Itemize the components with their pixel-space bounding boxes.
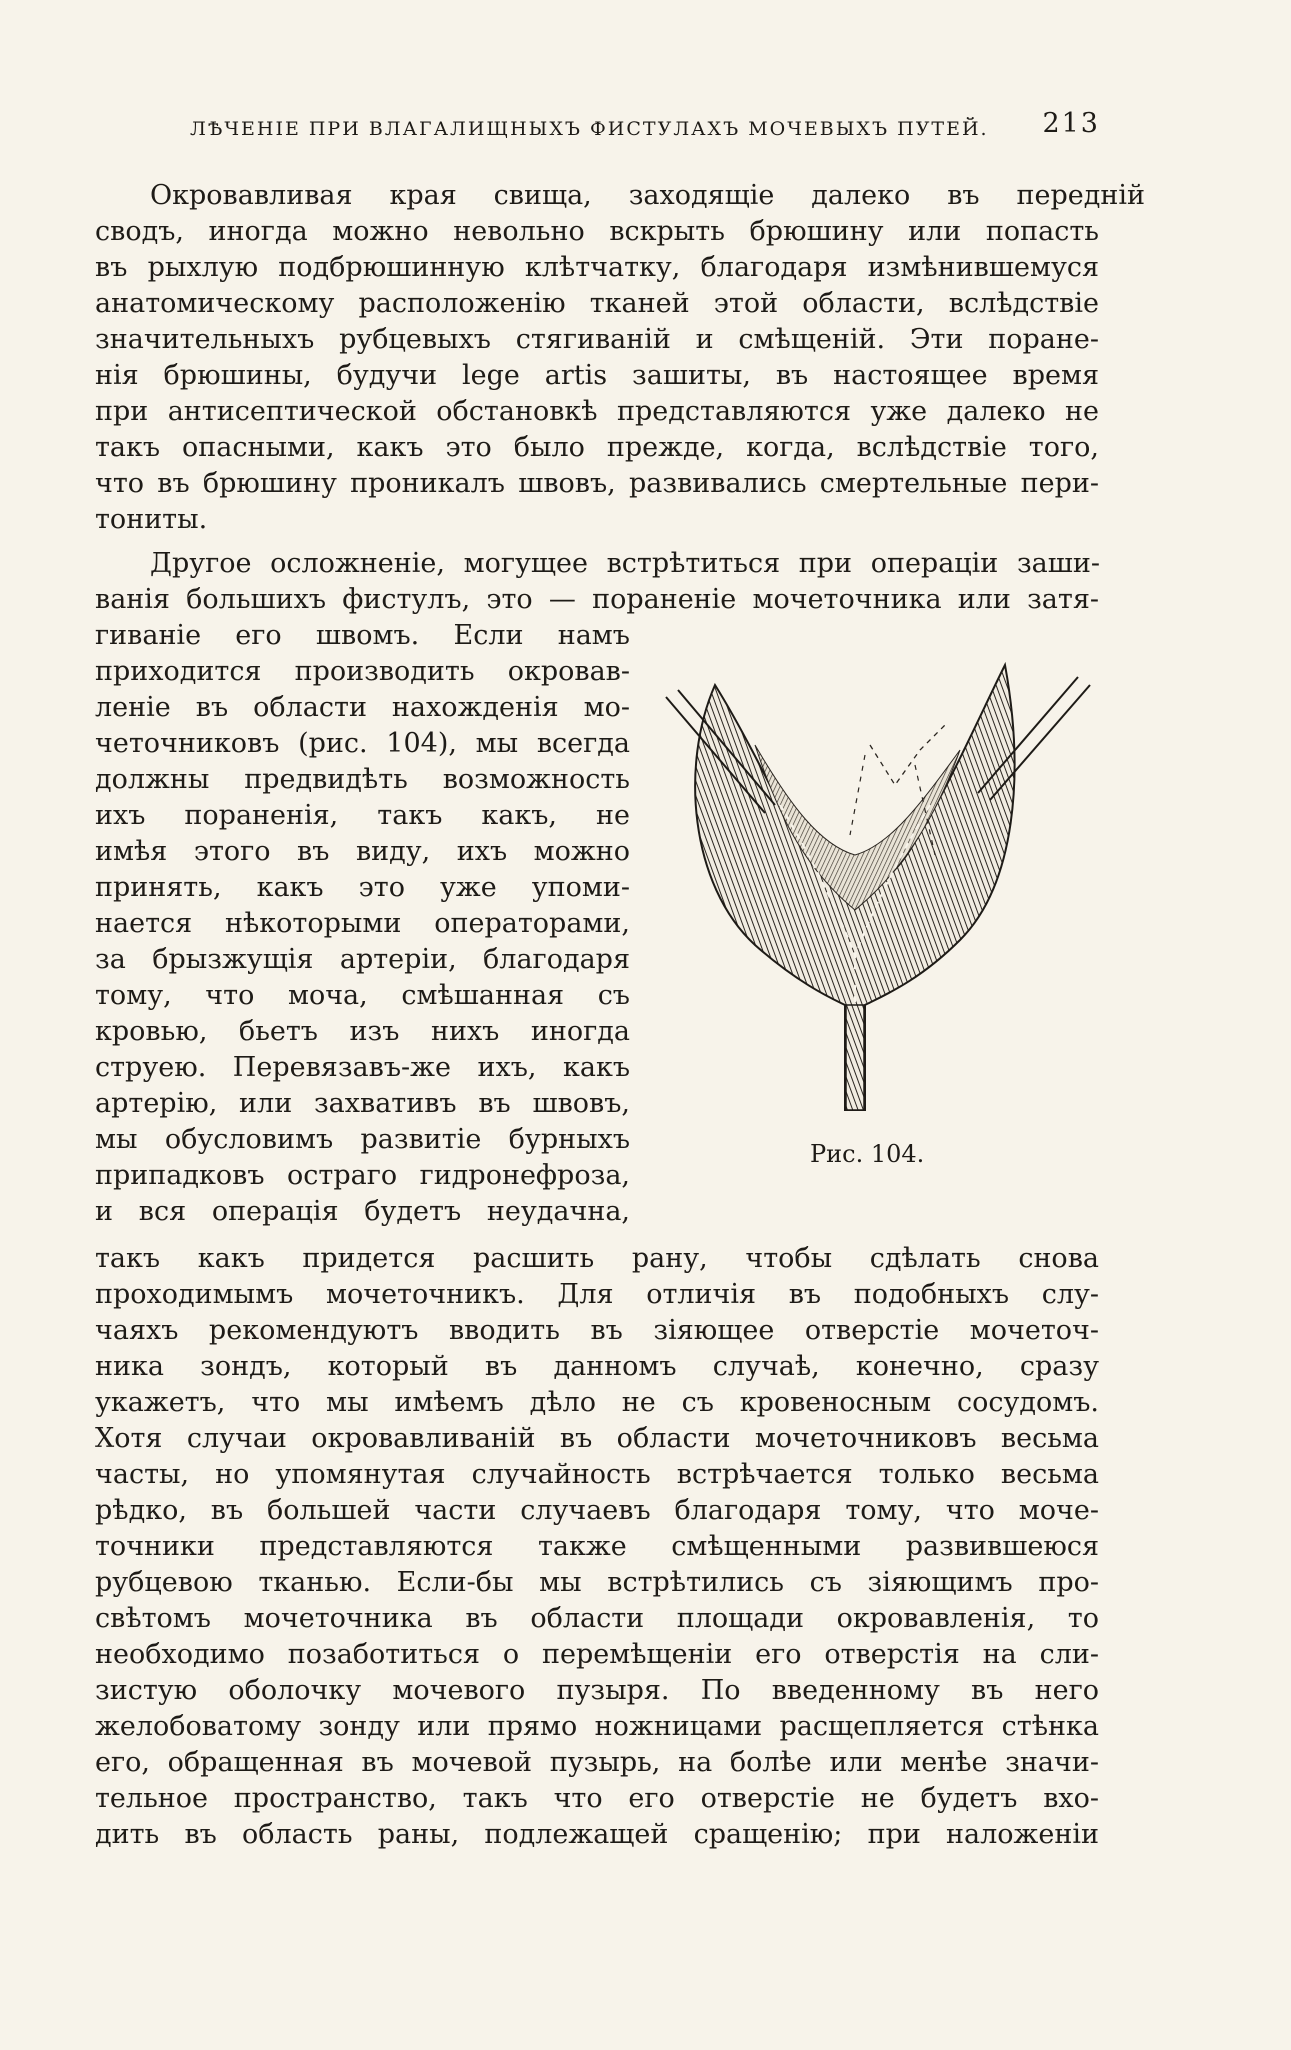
text-line: мы обусловимъ развитіе бурныхъ [95,1124,630,1155]
text-line: принять, какъ это уже упоми- [95,872,630,903]
text-line: значительныхъ рубцевыхъ стягиваній и смѣщеній. Эти поране- [95,324,1099,355]
text-line: его, обращенная въ мочевой пузырь, на болѣе или менѣе значи- [95,1747,1099,1778]
text-line: въ рыхлую подбрюшинную клѣтчатку, благодаря измѣнившемуся [95,252,1099,283]
text-line: тому, что моча, смѣшанная съ [95,980,630,1011]
running-header [180,108,1100,148]
figure-104 [660,655,1100,1135]
text-line: сводъ, иногда можно невольно вскрыть брюшину или попасть [95,216,1099,247]
text-line: гиваніе его швомъ. Если намъ [95,620,630,651]
text-line: рѣдко, въ большей части случаевъ благодаря тому, что моче- [95,1495,1099,1526]
text-line: ванія большихъ фистулъ, это — пораненіе мочеточника или затя- [95,584,1099,615]
text-line: струею. Перевязавъ-же ихъ, какъ [95,1052,630,1083]
text-line: зистую оболочку мочевого пузыря. По введенному въ него [95,1675,1099,1706]
text-line: при антисептической обстановкѣ представляются уже далеко не [95,396,1099,427]
text-line: нается нѣкоторыми операторами, [95,908,630,939]
text-line: тониты. [95,504,208,535]
text-line: проходимымъ мочеточникъ. Для отличія въ подобныхъ слу- [95,1279,1099,1310]
bladder-ureters-illustration-icon [660,655,1100,1135]
text-line: анатомическому расположенію тканей этой области, вслѣдствіе [95,288,1099,319]
text-line: точники представляются также смѣщенными развившеюся [95,1531,1099,1562]
text-line: должны предвидѣть возможность [95,764,630,795]
text-line: леніе въ области нахожденія мо- [95,692,630,723]
text-line: такъ опасными, какъ это было прежде, когда, вслѣдствіе того, [95,432,1099,463]
text-line: имѣя этого въ виду, ихъ можно [95,836,630,867]
figure-caption: Рис. 104. [810,1140,925,1168]
text-line: чаяхъ рекомендуютъ вводить въ зіяющее отверстіе мочеточ- [95,1315,1099,1346]
text-line: за брызжущія артеріи, благодаря [95,944,630,975]
page-number: 213 [1042,108,1100,139]
text-line: дить въ область раны, подлежащей сращенію; при наложеніи [95,1819,1099,1850]
text-line: тельное пространство, такъ что его отверстіе не будетъ вхо- [95,1783,1099,1814]
text-line: ихъ пораненія, такъ какъ, не [95,800,630,831]
text-line: необходимо позаботиться о перемѣщеніи его отверстія на сли- [95,1639,1099,1670]
text-line: кровью, бьетъ изъ нихъ иногда [95,1016,630,1047]
text-line: укажетъ, что мы имѣемъ дѣло не съ кровеносным сосудомъ. [95,1387,1099,1418]
running-title: ЛѢЧЕНІЕ ПРИ ВЛАГАЛИЩНЫХЪ ФИСТУЛАХЪ МОЧЕВЫХЪ ПУТЕЙ. [190,118,989,140]
text-line: рубцевою тканью. Если-бы мы встрѣтились съ зіяющимъ про- [95,1567,1099,1598]
text-line: припадковъ остраго гидронефроза, [95,1160,630,1191]
text-line: Другое осложненіе, могущее встрѣтиться при операціи заши- [150,548,1100,579]
text-line: такъ какъ придется расшить рану, чтобы сдѣлать снова [95,1243,1099,1274]
text-line: Хотя случаи окровавливаній въ области мочеточниковъ весьма [95,1423,1099,1454]
text-line: и вся операція будетъ неудачна, [95,1196,630,1227]
text-line: приходится производить окровав- [95,656,630,687]
text-line: Окровавливая края свища, заходящіе далеко въ передній [150,180,1145,211]
text-line: что въ брюшину проникалъ швовъ, развивались смертельные пери- [95,468,1099,499]
text-line: часты, но упомянутая случайность встрѣчается только весьма [95,1459,1099,1490]
text-line: нія брюшины, будучи lege artis зашиты, въ настоящее время [95,360,1099,391]
text-line: желобоватому зонду или прямо ножницами расщепляется стѣнка [95,1711,1099,1742]
text-line: артерію, или захвативъ въ швовъ, [95,1088,630,1119]
text-line: ника зондъ, который въ данномъ случаѣ, конечно, сразу [95,1351,1099,1382]
text-line: свѣтомъ мочеточника въ области площади окровавленія, то [95,1603,1099,1634]
text-line: четочниковъ (рис. 104), мы всегда [95,728,630,759]
